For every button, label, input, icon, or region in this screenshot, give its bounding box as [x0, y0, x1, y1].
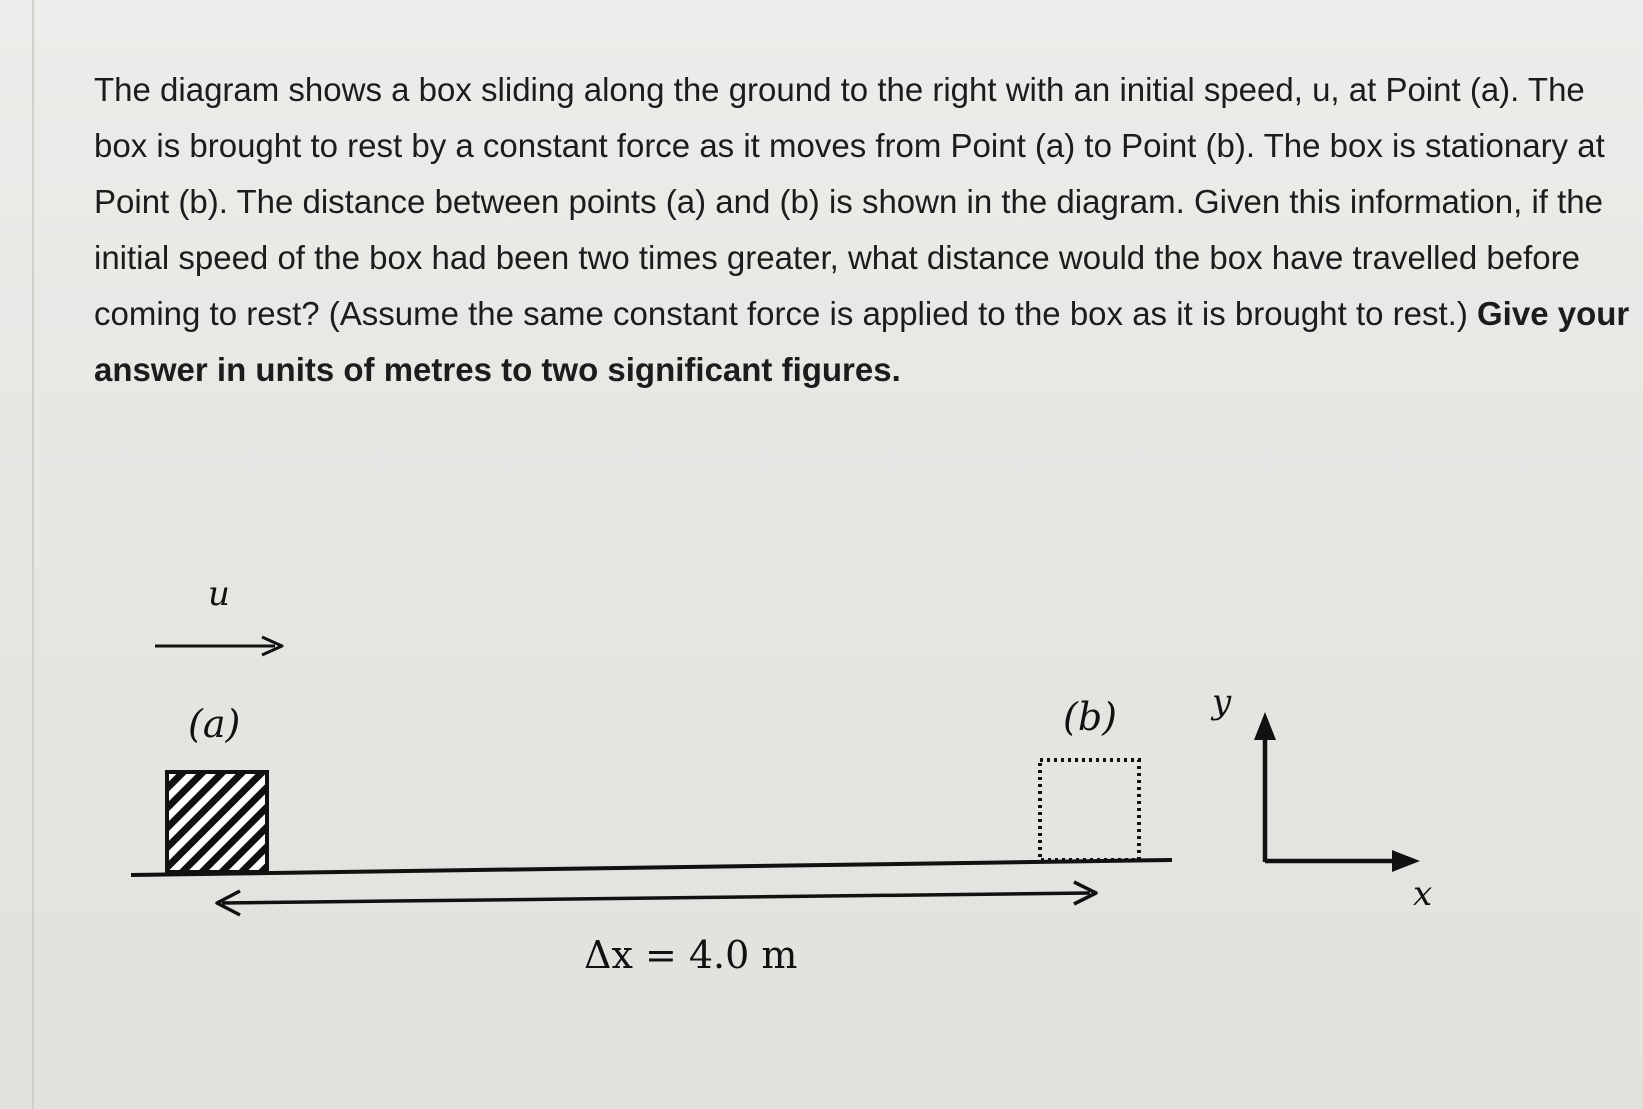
question-body: The diagram shows a box sliding along the ground to the right with an initial speed, u, at Point (a). The box is brought to rest by a constant force as it moves from Point (a) to Point (b). The box is stationary at Point (b). The distance between points (a) and (b) is shown in the diagram. Given this information, if the initial speed of the box had been two times greater, what distance would the box have travelled before coming to rest? (Assume the same constant force is applied to the box as it is brought to rest.) — [94, 71, 1605, 332]
box-at-b — [1040, 760, 1139, 860]
answer-instruction: Give your answer in units of metres to two significant figures. — [94, 295, 1630, 388]
box-at-a — [167, 772, 267, 872]
velocity-label: u — [208, 574, 230, 614]
velocity-arrow — [155, 637, 282, 655]
axis-x-label: x — [1413, 874, 1433, 914]
distance-arrow — [217, 882, 1096, 915]
coordinate-axes — [1254, 712, 1420, 872]
ground-line — [131, 860, 1172, 875]
distance-label: Δx = 4.0 m — [584, 933, 798, 977]
axis-y-label: y — [1212, 682, 1232, 722]
point-b-label: (b) — [1063, 695, 1117, 739]
point-a-label: (a) — [188, 702, 241, 746]
